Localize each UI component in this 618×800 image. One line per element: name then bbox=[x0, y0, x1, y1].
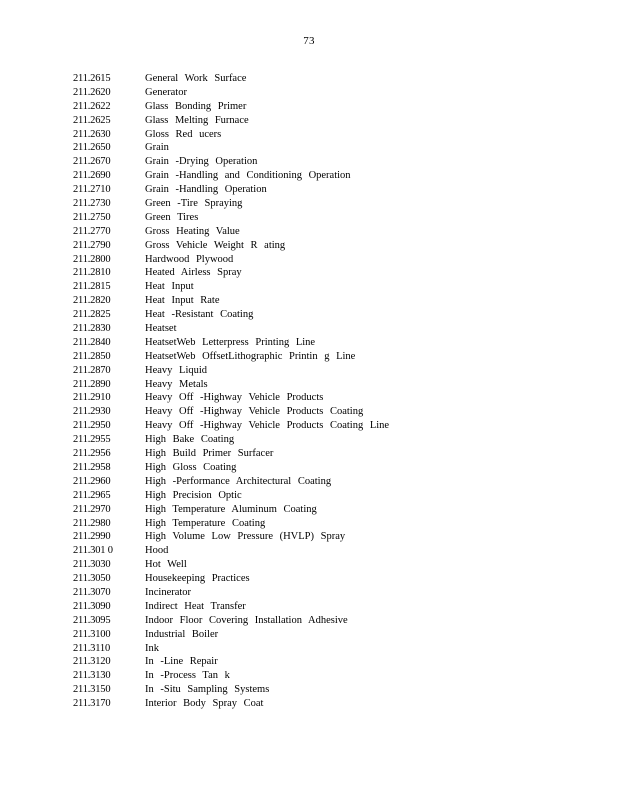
section-number: 211.2730 bbox=[73, 198, 111, 210]
section-number: 211.2825 bbox=[73, 309, 111, 321]
list-item bbox=[73, 183, 593, 197]
defined-term: Grain -Drying Operation bbox=[145, 156, 258, 168]
section-number: 211.2955 bbox=[73, 434, 111, 446]
defined-term: Heat -Resistant Coating bbox=[145, 309, 254, 321]
defined-term: Interior Body Spray Coat bbox=[145, 698, 264, 710]
list-item bbox=[73, 489, 593, 503]
defined-term: Grain -Handling and Conditioning Operation bbox=[145, 170, 351, 182]
section-number: 211.2890 bbox=[73, 378, 111, 390]
list-item bbox=[73, 253, 593, 267]
section-number: 211.2960 bbox=[73, 475, 111, 487]
list-item bbox=[73, 697, 593, 711]
section-number: 211.2625 bbox=[73, 114, 111, 126]
list-item bbox=[73, 114, 593, 128]
definition-index-list bbox=[73, 72, 593, 711]
defined-term: Industrial Boiler bbox=[145, 628, 219, 640]
section-number: 211.2630 bbox=[73, 128, 111, 140]
list-item bbox=[73, 266, 593, 280]
list-item bbox=[73, 72, 593, 86]
defined-term: Heavy Liquid bbox=[145, 364, 208, 376]
section-number: 211.2810 bbox=[73, 267, 111, 279]
list-item bbox=[73, 155, 593, 169]
list-item bbox=[73, 169, 593, 183]
list-item bbox=[73, 86, 593, 100]
defined-term: Indoor Floor Covering Installation Adhesive bbox=[145, 614, 348, 626]
list-item bbox=[73, 378, 593, 392]
section-number: 211.2980 bbox=[73, 517, 111, 529]
list-item bbox=[73, 322, 593, 336]
section-number: 211.2615 bbox=[73, 73, 111, 84]
defined-term: Green -Tire Spraying bbox=[145, 198, 243, 210]
list-item bbox=[73, 642, 593, 656]
defined-term: High Volume Low Pressure (HVLP) Spray bbox=[145, 531, 346, 543]
list-item bbox=[73, 211, 593, 225]
section-number: 211.2790 bbox=[73, 239, 111, 251]
defined-term: HeatsetWeb Letterpress Printing Line bbox=[145, 336, 316, 348]
section-number: 211.2622 bbox=[73, 100, 111, 112]
list-item bbox=[73, 308, 593, 322]
defined-term: General Work Surface bbox=[145, 73, 247, 84]
section-number: 211.2970 bbox=[73, 503, 111, 515]
defined-term: Gloss Red ucers bbox=[145, 128, 222, 140]
list-item bbox=[73, 350, 593, 364]
list-item bbox=[73, 239, 593, 253]
section-number: 211.2830 bbox=[73, 323, 111, 335]
defined-term: High Bake Coating bbox=[145, 434, 235, 446]
list-item bbox=[73, 517, 593, 531]
list-item bbox=[73, 294, 593, 308]
section-number: 211.2965 bbox=[73, 489, 111, 501]
section-number: 211.2650 bbox=[73, 142, 111, 154]
list-item bbox=[73, 558, 593, 572]
defined-term: Heat Input Rate bbox=[145, 295, 220, 307]
section-number: 211.3095 bbox=[73, 614, 111, 626]
defined-term: Heated Airless Spray bbox=[145, 267, 242, 279]
defined-term: In -Line Repair bbox=[145, 656, 218, 668]
section-number: 211.2690 bbox=[73, 170, 111, 182]
list-item bbox=[73, 614, 593, 628]
section-number: 211.2956 bbox=[73, 448, 111, 460]
section-number: 211.2840 bbox=[73, 336, 111, 348]
defined-term: Heat Input bbox=[145, 281, 194, 293]
list-item bbox=[73, 280, 593, 294]
list-item bbox=[73, 475, 593, 489]
section-number: 211.2670 bbox=[73, 156, 111, 168]
section-number: 211.2958 bbox=[73, 461, 111, 473]
section-number: 211.2930 bbox=[73, 406, 111, 418]
section-number: 211.2870 bbox=[73, 364, 111, 376]
defined-term: Glass Bonding Primer bbox=[145, 100, 247, 112]
defined-term: Housekeeping Practices bbox=[145, 573, 250, 585]
list-item bbox=[73, 655, 593, 669]
section-number: 211.2820 bbox=[73, 295, 111, 307]
section-number: 211.2770 bbox=[73, 225, 111, 237]
defined-term: Gross Heating Value bbox=[145, 225, 240, 237]
defined-term: Heatset bbox=[145, 323, 177, 335]
defined-term: High Gloss Coating bbox=[145, 461, 237, 473]
defined-term: Gross Vehicle Weight R ating bbox=[145, 239, 286, 251]
list-item bbox=[73, 419, 593, 433]
defined-term: Hardwood Plywood bbox=[145, 253, 234, 265]
defined-term: Heavy Off -Highway Vehicle Products Coating bbox=[145, 406, 364, 418]
list-item bbox=[73, 572, 593, 586]
list-item bbox=[73, 391, 593, 405]
defined-term: Generator bbox=[145, 86, 187, 98]
defined-term: In -Process Tan k bbox=[145, 670, 230, 682]
defined-term: Grain -Handling Operation bbox=[145, 184, 267, 196]
defined-term: Indirect Heat Transfer bbox=[145, 600, 246, 612]
list-item bbox=[73, 628, 593, 642]
section-number: 211.3030 bbox=[73, 559, 111, 571]
list-item bbox=[73, 586, 593, 600]
defined-term: Grain bbox=[145, 142, 169, 154]
list-item bbox=[73, 600, 593, 614]
section-number: 211.3150 bbox=[73, 684, 111, 696]
defined-term: High -Performance Architectural Coating bbox=[145, 475, 332, 487]
section-number: 211.3070 bbox=[73, 586, 111, 598]
list-item bbox=[73, 544, 593, 558]
list-item bbox=[73, 530, 593, 544]
list-item bbox=[73, 405, 593, 419]
list-item bbox=[73, 433, 593, 447]
section-number: 211.3090 bbox=[73, 600, 111, 612]
defined-term: In -Situ Sampling Systems bbox=[145, 684, 270, 696]
section-number: 211.2910 bbox=[73, 392, 111, 404]
section-number: 211.3050 bbox=[73, 573, 111, 585]
section-number: 211.3110 bbox=[73, 642, 110, 654]
section-number: 211.2815 bbox=[73, 281, 111, 293]
defined-term: High Temperature Coating bbox=[145, 517, 266, 529]
section-number: 211.2800 bbox=[73, 253, 111, 265]
section-number: 211.2850 bbox=[73, 350, 111, 362]
list-item bbox=[73, 669, 593, 683]
page-number: 73 bbox=[303, 35, 315, 47]
list-item bbox=[73, 364, 593, 378]
list-item bbox=[73, 683, 593, 697]
section-number: 211.3130 bbox=[73, 670, 111, 682]
defined-term: Incinerator bbox=[145, 586, 192, 598]
section-number: 211.2750 bbox=[73, 211, 111, 223]
section-number: 211.3120 bbox=[73, 656, 111, 668]
defined-term: Glass Melting Furnace bbox=[145, 114, 249, 126]
defined-term: High Precision Optic bbox=[145, 489, 242, 501]
defined-term: Hot Well bbox=[145, 559, 187, 571]
defined-term: Heavy Metals bbox=[145, 378, 208, 390]
list-item bbox=[73, 447, 593, 461]
list-item bbox=[73, 128, 593, 142]
list-item bbox=[73, 141, 593, 155]
defined-term: Hood bbox=[145, 545, 169, 557]
defined-term: Heavy Off -Highway Vehicle Products Coating Line bbox=[145, 420, 390, 432]
list-item bbox=[73, 197, 593, 211]
section-number: 211.3170 bbox=[73, 698, 111, 710]
defined-term: High Build Primer Surfacer bbox=[145, 448, 274, 460]
list-item bbox=[73, 503, 593, 517]
defined-term: Ink bbox=[145, 642, 159, 654]
section-number: 211.301 0 bbox=[73, 545, 113, 557]
section-number: 211.3100 bbox=[73, 628, 111, 640]
section-number: 211.2710 bbox=[73, 184, 111, 196]
defined-term: Green Tires bbox=[145, 211, 199, 223]
section-number: 211.2620 bbox=[73, 86, 111, 98]
list-item bbox=[73, 225, 593, 239]
defined-term: HeatsetWeb OffsetLithographic Printin g Line bbox=[145, 350, 356, 362]
defined-term: Heavy Off -Highway Vehicle Products bbox=[145, 392, 324, 404]
list-item bbox=[73, 461, 593, 475]
list-item bbox=[73, 100, 593, 114]
defined-term: High Temperature Aluminum Coating bbox=[145, 503, 317, 515]
list-item bbox=[73, 336, 593, 350]
section-number: 211.2950 bbox=[73, 420, 111, 432]
section-number: 211.2990 bbox=[73, 531, 111, 543]
